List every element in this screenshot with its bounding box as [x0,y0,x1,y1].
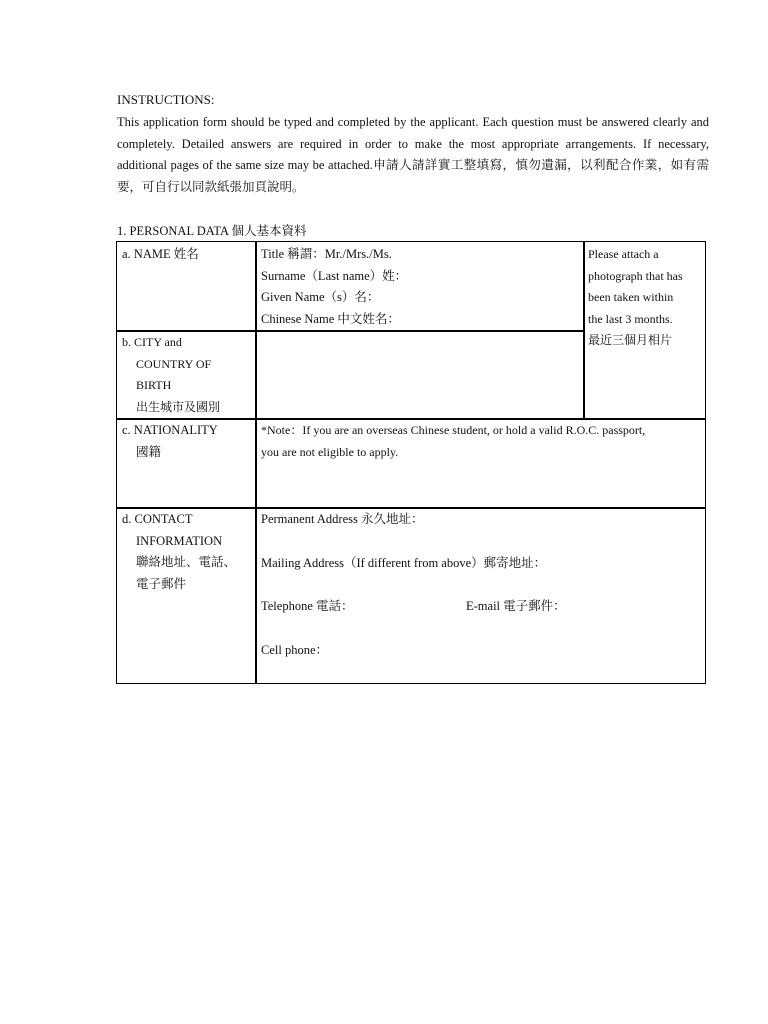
contact-label-line: INFORMATION [136,533,223,548]
nationality-label [122,420,218,463]
nationality-label-line: c. NATIONALITY [122,423,218,437]
photo-instruction-line: 最近三個月相片 [588,333,673,347]
birth-label-line: BIRTH [136,378,172,392]
photo-instruction-line: the last 3 months. [588,311,673,326]
birth-label [122,332,220,418]
surname-field[interactable]: Surname（Last name）姓： [261,268,408,283]
mailing-address-field[interactable]: Mailing Address（If different from above）郵寄地址： [261,556,547,570]
birth-label-line: COUNTRY OF [136,356,212,371]
name-label: a. NAME 姓名 [122,247,199,261]
email-field[interactable]: E-mail 電子郵件： [466,599,566,613]
photo-box[interactable] [588,244,683,352]
birth-label-line: b. CITY and [122,335,182,349]
nationality-note-line: you are not eligible to apply. [261,444,399,459]
personal-data-form [116,241,706,684]
title-field[interactable]: Title 稱謂：Mr./Mrs./Ms. [261,247,392,261]
given-name-field[interactable]: Given Name（s）名： [261,290,380,304]
contact-label-line: 聯絡地址、電話、 [136,555,237,569]
name-fields [261,244,407,330]
photo-instruction-line: been taken within [588,290,674,304]
instructions-body: This application form should be typed and completed by the applicant. Each question must be answered clearly and completely. Detailed answers are required in order to make the most appropriate arrangements. If necessary, additional pages of the same size may be attached.申請人請詳實工整填寫，慎勿遺漏，以利配合作業，如有需要，可自行以同款紙張加頁說明。 [117,115,709,194]
contact-label-line: d. CONTACT [122,512,193,526]
nationality-label-line: 國籍 [136,444,162,459]
contact-label-line: 電子郵件 [136,576,187,591]
label-column-divider [255,242,257,683]
photo-instruction-line: photograph that has [588,268,683,283]
nationality-note-line: *Note：If you are an overseas Chinese student, or hold a valid R.O.C. passport, [261,423,646,437]
birth-label-line: 出生城市及國別 [136,399,221,414]
nationality-note [261,420,645,463]
photo-instruction-line: Please attach a [588,247,659,261]
birth-input-area[interactable] [257,332,582,417]
telephone-field[interactable]: Telephone 電話： [261,599,354,613]
instructions-title: INSTRUCTIONS: [117,92,215,107]
chinese-name-field[interactable]: Chinese Name 中文姓名： [261,311,400,326]
cell-phone-field[interactable]: Cell phone： [261,643,329,657]
contact-label [122,509,236,595]
permanent-address-field[interactable]: Permanent Address 永久地址： [261,512,424,526]
section-title: 1. PERSONAL DATA 個人基本資料 [117,224,307,238]
